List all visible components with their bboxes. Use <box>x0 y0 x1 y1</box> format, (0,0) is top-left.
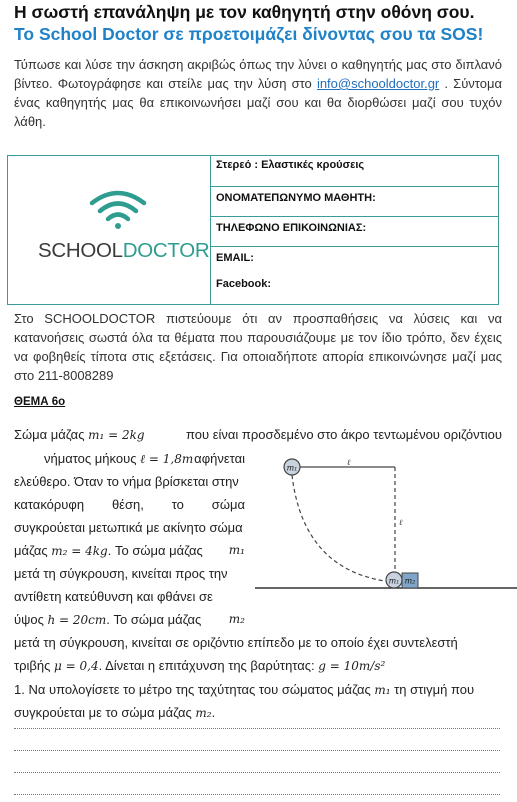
facebook-field[interactable]: Facebook: <box>216 278 272 290</box>
intro-line-3: . Σύντομα ένας καθηγητής μας θα επικοινωνήσει μαζί <box>14 76 502 110</box>
problem-line-3: ελεύθερο. Όταν το νήμα βρίσκεται στην <box>14 474 239 489</box>
mass1-symbol: m₁ <box>228 543 245 557</box>
pendulum-figure <box>255 448 517 598</box>
gravity-value: g = 10m/s² <box>318 659 386 673</box>
page-title: Η σωστή επανάληψη με τον καθηγητή στην οθόνη σου. <box>14 2 475 22</box>
problem-line-1 <box>14 427 502 442</box>
problem-line-9 <box>14 612 245 627</box>
mass1-label: m₁ <box>286 463 298 473</box>
email-link[interactable]: info@schooldoctor.gr <box>316 76 440 91</box>
text-fragment: αφήνεται <box>194 451 245 466</box>
text-fragment: που είναι προσδεμένο στο άκρο τεντωμένου οριζόντιου <box>185 427 502 442</box>
mass1-value: m₁ = 2kg <box>88 428 145 442</box>
phone-field[interactable]: ΤΗΛΕΦΩΝΟ ΕΠΙΚΟΙΝΩΝΙΑΣ: <box>210 217 498 247</box>
problem-line-10: μετά τη σύγκρουση, κινείται σε οριζόντιο επίπεδο με το οποίο έχει συντελεστή <box>14 635 458 650</box>
intro-line-1: Τύπωσε και λύσε την άσκηση ακριβώς όπως την λύνει ο καθηγητής μας στο <box>14 57 452 72</box>
friction-value: μ = 0,4 <box>54 659 99 673</box>
about-paragraph: Στο SCHOOLDOCTOR πιστεύουμε ότι αν προσπαθήσεις να λύσεις και να κατανοήσεις σωστά όλα τα θέματα που παρουσιάζουμε με τον ίδιο τρόπο, δεν έχεις να φοβηθείς τίποτα στις εξετάσεις. Για οποιαδήποτε απορία επικοινώνησε μαζί μας στο 211-8008289 <box>14 311 502 383</box>
logo-doctor: DOCTOR <box>122 239 210 262</box>
text-fragment: νήματος μήκους ℓ = 1,8m <box>44 451 194 466</box>
answer-line[interactable] <box>14 728 500 729</box>
problem-line-5: συγκρούεται μετωπικά με ακίνητο σώμα <box>14 520 243 535</box>
info-fields <box>210 156 498 304</box>
answer-line[interactable] <box>14 772 500 773</box>
problem-line-8: αντίθετη κατεύθυνση και φθάνει σε <box>14 589 213 604</box>
intro-line-2: διπλανό βίντεο. Φωτογράφησε και στείλε μας την λύση στο <box>14 57 502 91</box>
mass1-label: m₁ <box>388 576 400 586</box>
text-fragment: Σώμα μάζας m₁ = 2kg <box>14 427 145 442</box>
intro-line-4: σου και θα διορθώσει μαζί σου τυχόν λάθη. <box>14 95 502 129</box>
wifi-signal-icon <box>88 189 148 231</box>
string-length-label: ℓ <box>347 458 351 467</box>
problem-line-11: τριβής μ = 0,4. Δίνεται η επιτάχυνση της βαρύτητας: g = 10m/s² <box>14 658 386 673</box>
string-length-label: ℓ <box>399 518 403 527</box>
text-fragment: μάζας m₂ = 4kg. Το σώμα μάζας <box>14 543 203 558</box>
theme-heading: ΘΕΜΑ 6ο <box>14 396 66 408</box>
height-value: h = 20cm <box>47 613 107 627</box>
mass2-value: m₂ = 4kg <box>51 544 108 558</box>
mass2-symbol: m₂ <box>195 706 212 720</box>
student-info-card <box>7 155 499 305</box>
email-field[interactable]: EMAIL: <box>216 252 254 264</box>
problem-line-7: μετά τη σύγκρουση, κινείται προς την <box>14 566 228 581</box>
logo-school: SCHOOL <box>38 239 123 262</box>
trajectory-arc <box>292 475 385 581</box>
text-fragment: ύψος h = 20cm. Το σώμα μάζας <box>14 612 202 627</box>
problem-line-6 <box>14 543 245 558</box>
topic-field: Στερεό : Ελαστικές κρούσεις <box>210 156 498 187</box>
mass2-label: m₂ <box>404 576 416 586</box>
student-name-field[interactable]: ΟΝΟΜΑΤΕΠΩΝΥΜΟ ΜΑΘΗΤΗ: <box>210 187 498 217</box>
schooldoctor-logo <box>38 239 209 263</box>
question-1: 1. Να υπολογίσετε το μέτρο της ταχύτητας του σώματος μάζας m₁ τη στιγμή που <box>14 682 475 697</box>
problem-line-4: κατακόρυφη θέση, το σώμα <box>14 497 245 512</box>
logo-cell <box>8 156 211 304</box>
question-1-cont: συγκρούεται με το σώμα μάζας m₂. <box>14 705 216 720</box>
problem-line-2 <box>44 451 245 467</box>
page-subtitle: Το School Doctor σε προετοιμάζει δίνοντας σου τα SOS! <box>14 24 484 44</box>
mass1-symbol: m₁ <box>374 683 391 697</box>
answer-line[interactable] <box>14 750 500 751</box>
mass2-symbol: m₂ <box>228 612 245 626</box>
answer-line[interactable] <box>14 794 500 795</box>
intro-paragraph <box>14 55 502 131</box>
length-value: ℓ = 1,8m <box>140 452 194 466</box>
